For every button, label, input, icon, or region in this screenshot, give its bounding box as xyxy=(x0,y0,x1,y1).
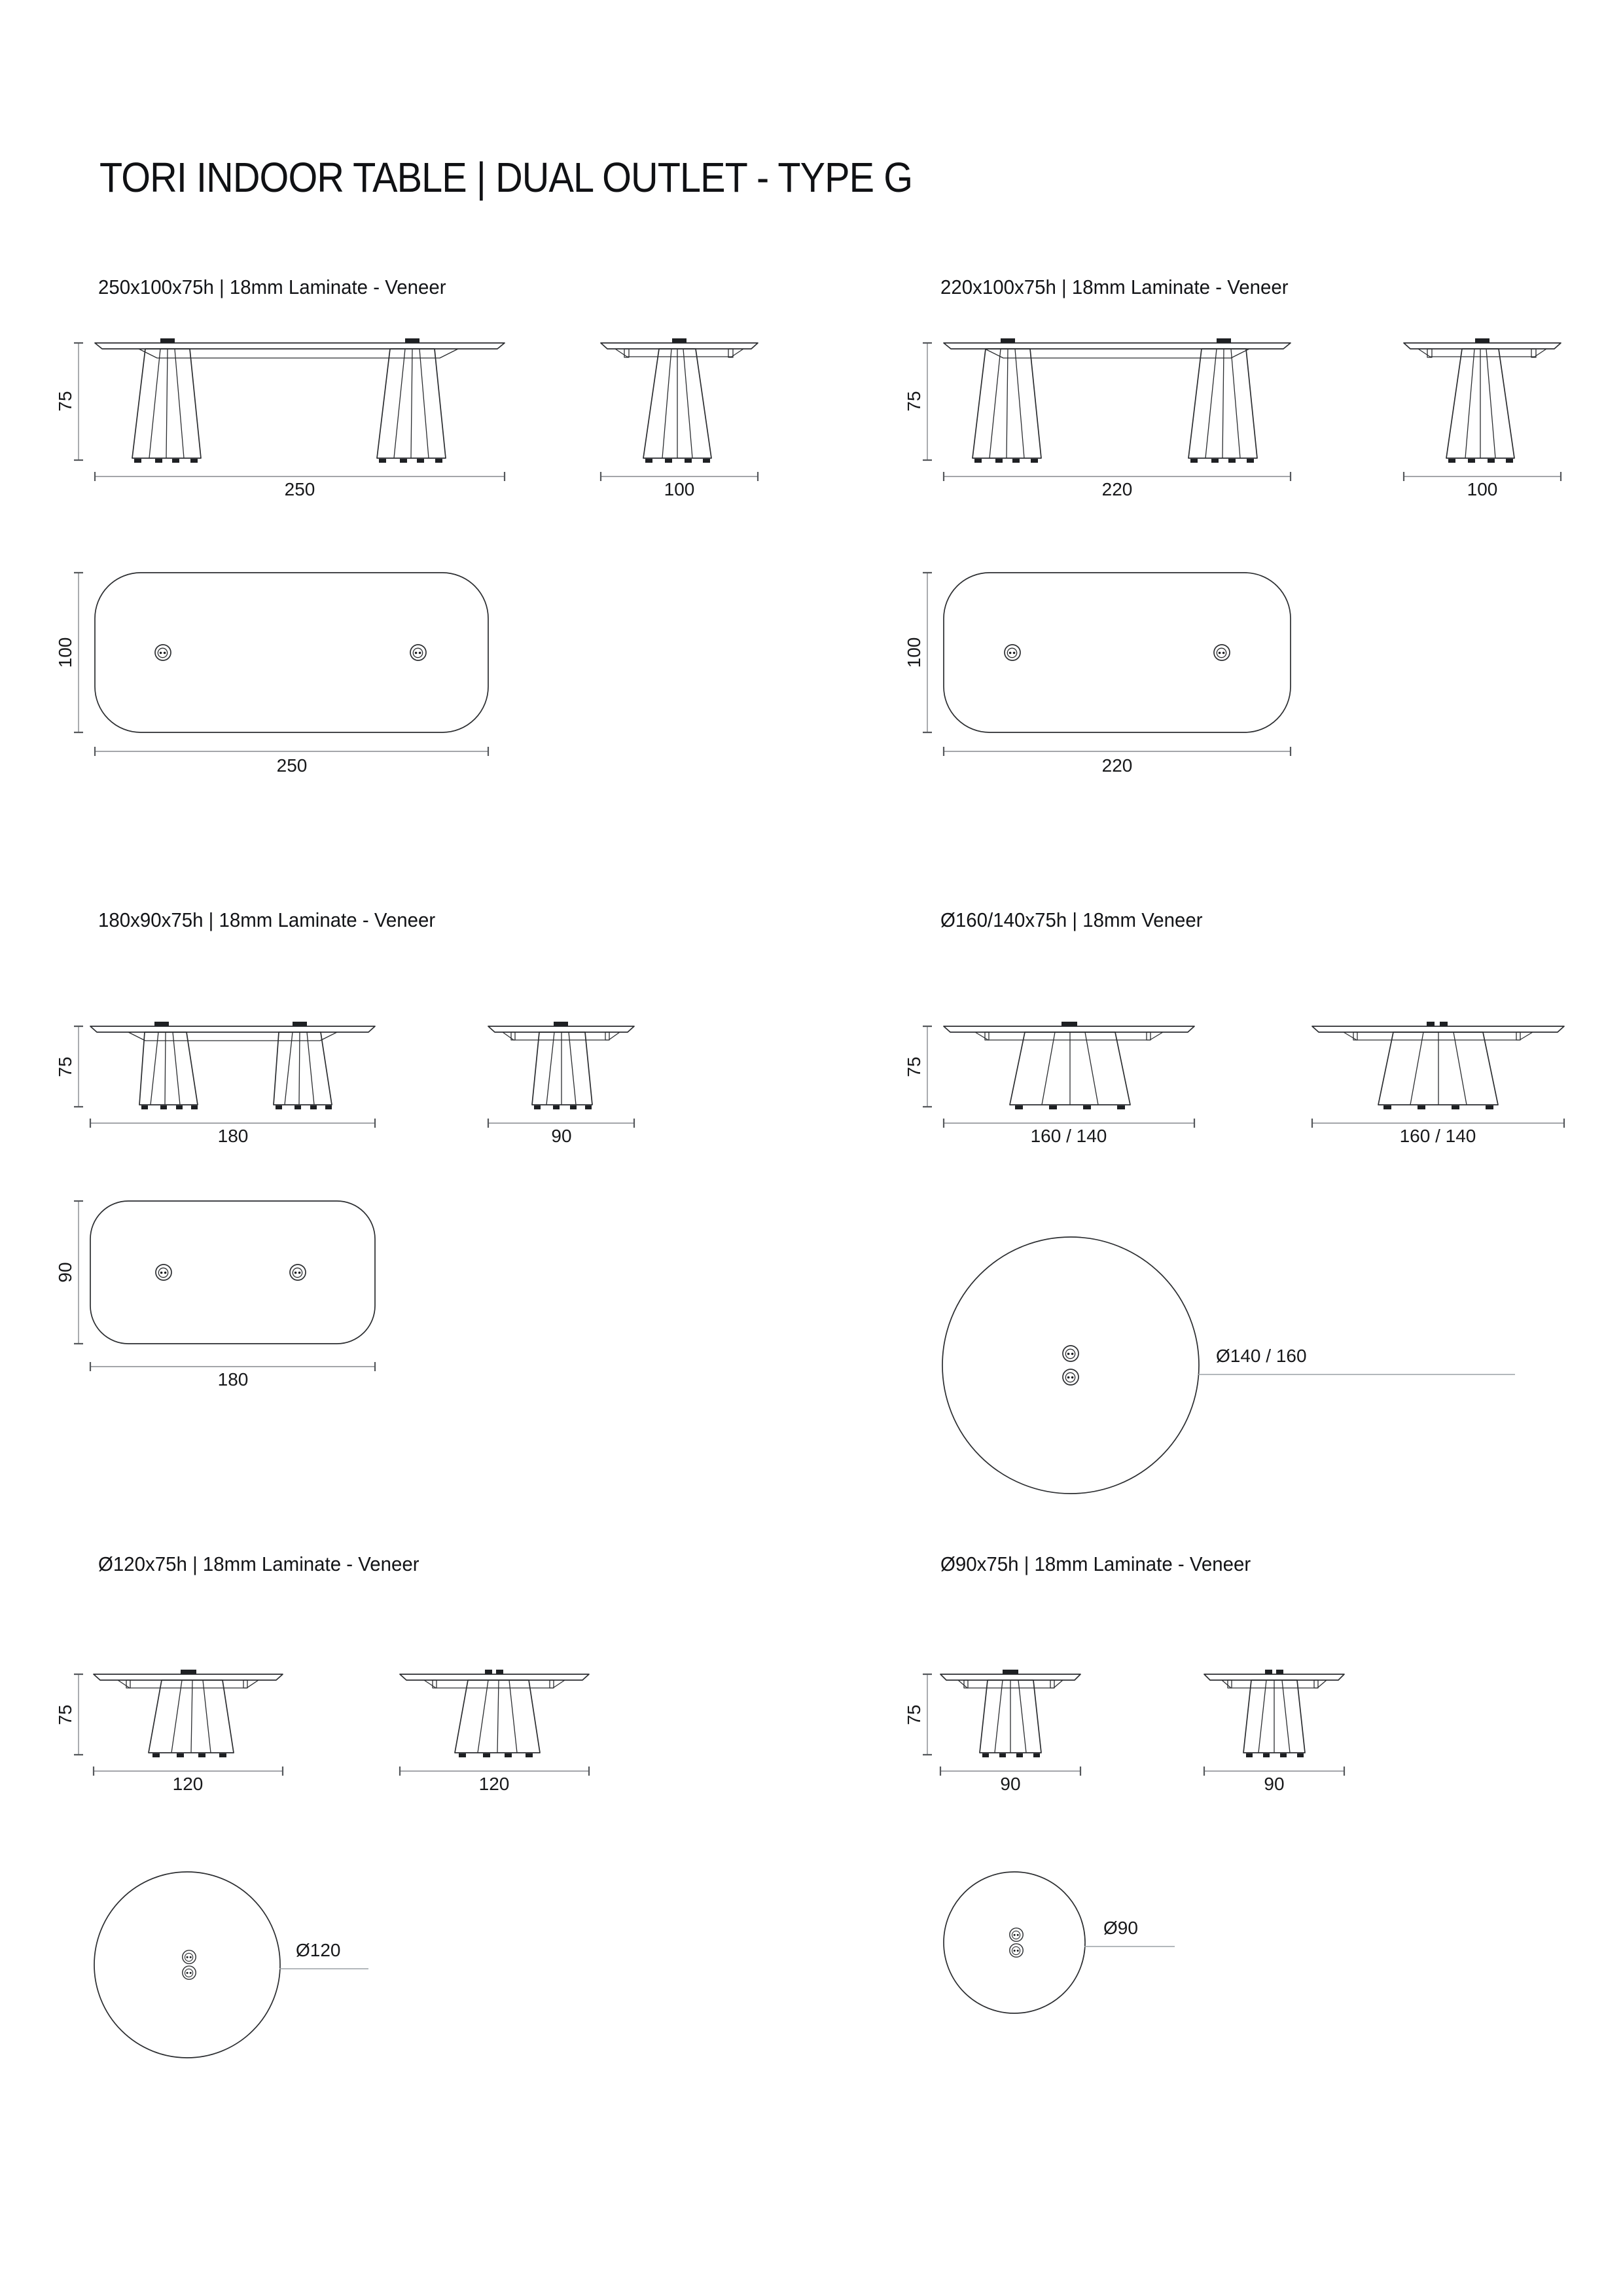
front-view-160-140-b xyxy=(1312,1022,1564,1128)
side-view-100 xyxy=(601,338,758,481)
section-header-220: 220x100x75h | 18mm Laminate - Veneer xyxy=(940,276,1289,298)
dim-front-width-label: 120 xyxy=(172,1774,204,1794)
front-view-250 xyxy=(74,338,505,481)
front-view-180 xyxy=(74,1022,375,1128)
front-view-120-b xyxy=(400,1670,589,1776)
front-view-160-140-a xyxy=(923,1022,1194,1128)
page-title: TORI INDOOR TABLE | DUAL OUTLET - TYPE G xyxy=(99,154,913,201)
front-view-90-b xyxy=(1204,1670,1344,1776)
dim-front-width-label-2: 160 / 140 xyxy=(1399,1126,1476,1146)
dim-height-label: 75 xyxy=(904,1704,924,1725)
side-view-100-b xyxy=(1404,338,1561,481)
dim-top-width-label: 220 xyxy=(1101,755,1133,776)
dim-height-label: 75 xyxy=(55,1704,75,1725)
dim-top-depth-label: 100 xyxy=(55,637,75,668)
dim-front-width-label-2: 120 xyxy=(478,1774,510,1794)
dim-height-label: 75 xyxy=(55,391,75,412)
dim-top-width-label: 180 xyxy=(217,1369,249,1390)
dim-diameter-label: Ø140 / 160 xyxy=(1216,1346,1307,1366)
front-view-90-a xyxy=(923,1670,1080,1776)
dim-front-width-label: 250 xyxy=(284,479,315,499)
dim-front-width-label: 90 xyxy=(1000,1774,1021,1794)
top-view-circle-90 xyxy=(944,1872,1175,2013)
dim-front-width-label: 160 / 140 xyxy=(1030,1126,1107,1146)
dim-front-width-label: 180 xyxy=(217,1126,249,1146)
section-header-120: Ø120x75h | 18mm Laminate - Veneer xyxy=(98,1552,419,1575)
front-view-220 xyxy=(923,338,1291,481)
dim-top-depth-label: 100 xyxy=(904,637,924,668)
dim-side-width-label: 100 xyxy=(1467,479,1498,499)
dim-height-label: 75 xyxy=(904,391,924,412)
dim-height-label: 75 xyxy=(904,1056,924,1077)
section-header-90: Ø90x75h | 18mm Laminate - Veneer xyxy=(940,1552,1251,1575)
side-view-90 xyxy=(488,1022,634,1128)
dim-front-width-label: 220 xyxy=(1101,479,1133,499)
top-view-250x100 xyxy=(74,573,488,756)
dim-diameter-label: Ø120 xyxy=(296,1940,341,1960)
dim-diameter-label: Ø90 xyxy=(1103,1918,1138,1938)
dim-front-width-label-2: 90 xyxy=(1264,1774,1285,1794)
top-view-220x100 xyxy=(923,573,1291,756)
top-view-180x90 xyxy=(74,1201,375,1371)
dim-side-width-label: 100 xyxy=(664,479,695,499)
section-header-180: 180x90x75h | 18mm Laminate - Veneer xyxy=(98,908,436,931)
section-header-250: 250x100x75h | 18mm Laminate - Veneer xyxy=(98,276,446,298)
dim-side-width-label: 90 xyxy=(551,1126,572,1146)
dim-top-width-label: 250 xyxy=(276,755,308,776)
front-view-120-a xyxy=(74,1670,283,1776)
section-header-160-140: Ø160/140x75h | 18mm Veneer xyxy=(940,908,1203,931)
top-view-circle-120 xyxy=(94,1872,368,2058)
dim-top-depth-label: 90 xyxy=(55,1262,75,1283)
dim-height-label: 75 xyxy=(55,1056,75,1077)
